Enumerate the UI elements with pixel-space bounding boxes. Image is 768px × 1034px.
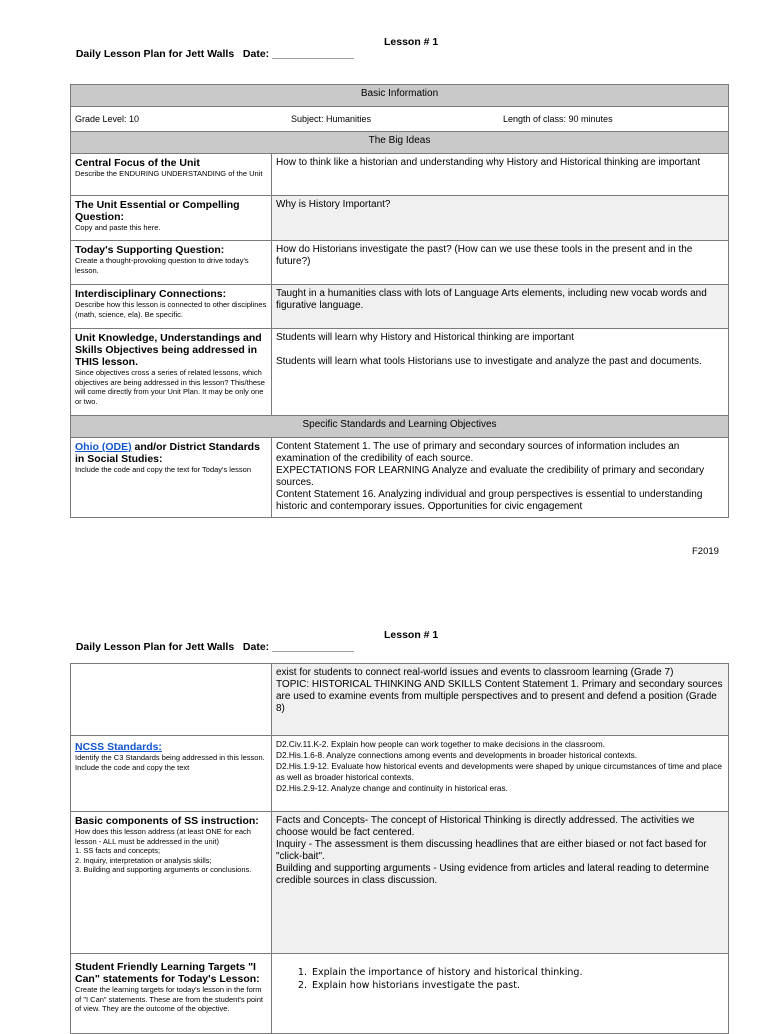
interdisciplinary-answer[interactable]: Taught in a humanities class with lots of Language Arts elements, including new vocab words and figurative language. — [272, 285, 729, 329]
targets-sub: Create the learning targets for today's lesson in the form of "I Can" statements. These are from the student's point of view. They are the outcome of the objective. — [75, 985, 263, 1013]
central-focus-sub: Describe the ENDURING UNDERSTANDING of the Unit — [75, 169, 263, 178]
page2-header — [70, 629, 439, 665]
ohio-standards-label — [75, 441, 267, 465]
ncss-item: D2.His.1.6-8. Analyze connections among events and developments in broader historical contexts. — [276, 750, 638, 760]
ohio-standards-label-rest: and/or District Standards in Social Studies: — [75, 441, 260, 465]
supporting-question-label: Today's Supporting Question: — [75, 244, 225, 256]
components-list: 1. SS facts and concepts; 2. Inquiry, interpretation or analysis skills; 3. Building and supporting arguments or conclusions. — [75, 846, 252, 874]
objectives-sub: Since objectives cross a series of related lessons, which objectives are being addressed in this lesson? This/these will come directly from your Unit Plan. It may be only one or two. — [75, 368, 265, 406]
components-answer[interactable]: Facts and Concepts- The concept of Historical Thinking is directly addressed. The activities we choose would be fact centered. Inquiry - The assessment is them discussing headlines that are either biased or not fact based for "click-bait". Building and supporting arguments - Using evidence from articles and lateral reading to determine credible sources in class discussion. — [272, 812, 729, 954]
grade-level: Grade Level: 10 — [75, 114, 140, 124]
targets-answer-cell[interactable] — [272, 954, 729, 1034]
objective-2: Students will learn what tools Historians use to investigate and analyze the past and documents. — [276, 356, 702, 367]
ncss-item: D2.His.2.9-12. Analyze change and continuity in historical eras. — [276, 783, 508, 793]
standards-bar: Specific Standards and Learning Objectives — [71, 416, 729, 438]
subject: Subject: Humanities — [291, 114, 372, 124]
ncss-item: D2.His.1.9-12. Evaluate how historical events and developments were shaped by unique circumstances of time and place as well as broader historical contexts. — [276, 761, 722, 782]
components-sub: How does this lesson address (at least ONE for each lesson - ALL must be addressed in the unit) — [75, 827, 251, 846]
continued-label-cell — [71, 664, 272, 736]
supporting-question-sub: Create a thought-provoking question to drive today's lesson. — [75, 256, 249, 275]
basic-information-bar: Basic Information — [71, 85, 729, 107]
objective-1: Students will learn why History and Historical thinking are important — [276, 332, 574, 343]
header-title: Daily Lesson Plan for Jett Walls Date: ______________ — [75, 48, 354, 60]
learning-target: 1. Explain the importance of history and historical thinking. — [310, 966, 724, 979]
objectives-answer-cell[interactable] — [272, 329, 729, 416]
ohio-standards-continued-answer[interactable]: exist for students to connect real-world issues and events to classroom learning (Grade 7) TOPIC: HISTORICAL THINKING AND SKILLS Content Statement 1. Primary and secondary sources are used to examine events from multiple perspectives and to present and defend a position (Grade 8) — [272, 664, 729, 736]
header-title: Daily Lesson Plan for Jett Walls Date: ______________ — [75, 641, 354, 653]
components-label: Basic components of SS instruction: — [75, 815, 259, 827]
objectives-label-cell — [71, 329, 272, 416]
targets-label-cell — [71, 954, 272, 1034]
lesson-plan-table-page1 — [70, 84, 729, 518]
learning-target: 2. Explain how historians investigate the past. — [310, 979, 724, 992]
supporting-question-answer[interactable]: How do Historians investigate the past? (How can we use these tools in the present and in the future?) — [272, 241, 729, 285]
ohio-ode-link[interactable]: Ohio (ODE) — [75, 441, 132, 453]
central-focus-answer[interactable]: How to think like a historian and understanding why History and Historical thinking are important — [272, 154, 729, 196]
learning-targets-list — [276, 966, 724, 992]
supporting-question-label-cell — [71, 241, 272, 285]
header-lesson-number: Lesson # 1 — [384, 629, 439, 641]
central-focus-label: Central Focus of the Unit — [75, 157, 200, 169]
ncss-standards-link[interactable]: NCSS Standards: — [75, 741, 162, 753]
essential-question-label-cell — [71, 196, 272, 241]
ncss-answer-cell[interactable] — [272, 736, 729, 812]
essential-question-answer[interactable]: Why is History Important? — [272, 196, 729, 241]
page-footer-code: F2019 — [692, 546, 719, 557]
central-focus-label-cell — [71, 154, 272, 196]
essential-question-label: The Unit Essential or Compelling Question: — [75, 199, 240, 223]
ncss-label-cell — [71, 736, 272, 812]
header-lesson-number: Lesson # 1 — [384, 36, 439, 48]
lesson-plan-table-page2 — [70, 663, 729, 1034]
objectives-label: Unit Knowledge, Understandings and Skills Objectives being addressed in THIS lesson. — [75, 332, 262, 368]
ohio-standards-label-cell — [71, 438, 272, 518]
interdisciplinary-label-cell — [71, 285, 272, 329]
big-ideas-bar: The Big Ideas — [71, 132, 729, 154]
ohio-standards-sub: Include the code and copy the text for Today's lesson — [75, 465, 251, 474]
ohio-standards-answer[interactable]: Content Statement 1. The use of primary and secondary sources of information includes an examination of the credibility of each source. EXPECTATIONS FOR LEARNING Analyze and evaluate the credibility of primary and secondary sources. Content Statement 16. Analyzing individual and group perspectives is essential to understanding historic and contemporary issues. Opportunities for civic engagement — [272, 438, 729, 518]
components-label-cell — [71, 812, 272, 954]
page1-header — [70, 36, 439, 72]
ncss-item: D2.Civ.11.K-2. Explain how people can work together to make decisions in the classroom. — [276, 739, 605, 749]
interdisciplinary-label: Interdisciplinary Connections: — [75, 288, 227, 300]
targets-label: Student Friendly Learning Targets "I Can" statements for Today's Lesson: — [75, 961, 260, 985]
basic-info-row — [71, 107, 729, 132]
interdisciplinary-sub: Describe how this lesson is connected to other disciplines (math, science, ela). Be specific. — [75, 300, 267, 319]
essential-question-sub: Copy and paste this here. — [75, 223, 161, 232]
ncss-sub: Identify the C3 Standards being addressed in this lesson. Include the code and copy the text — [75, 753, 265, 772]
class-length: Length of class: 90 minutes — [503, 114, 613, 124]
